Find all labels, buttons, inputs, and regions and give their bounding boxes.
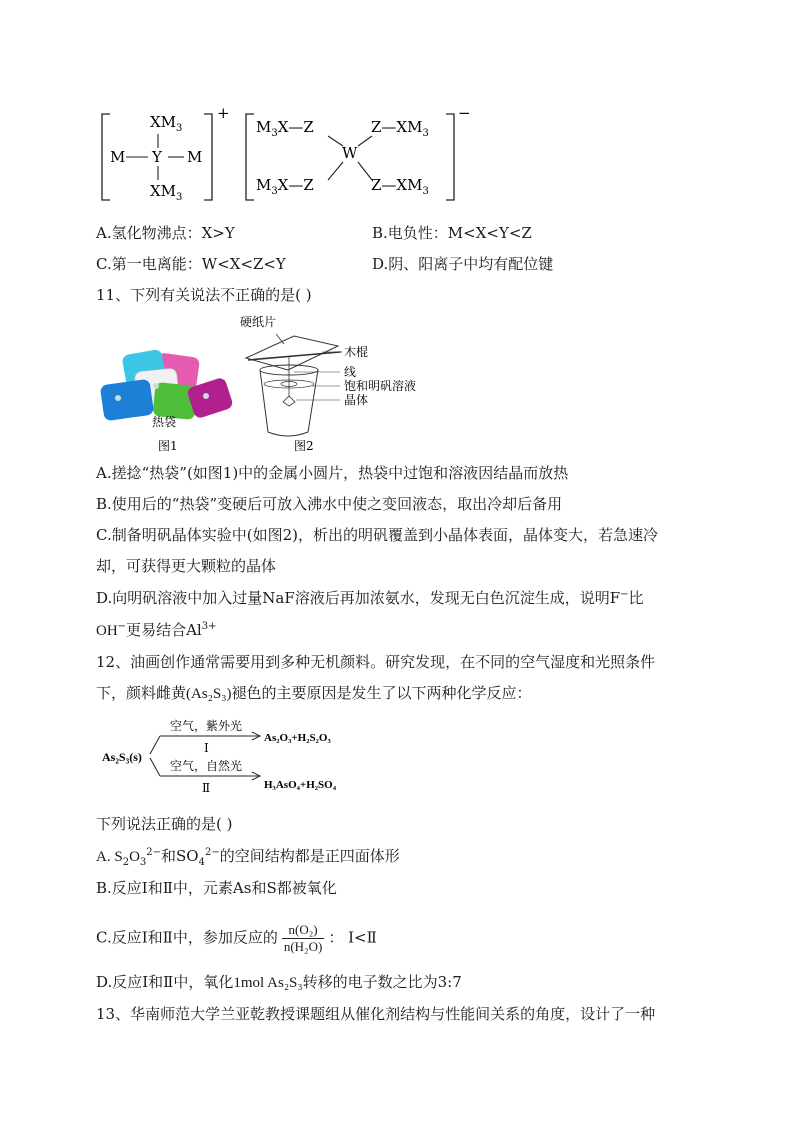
q11-option-a: A.搓捻“热袋”(如图1)中的金属小圆片，热袋中过饱和溶液因结晶而放热 xyxy=(96,464,569,482)
reaction-2-label: Ⅱ xyxy=(202,781,211,795)
svg-text:Z—XM3: $Z—XM_3$ xyxy=(371,118,429,139)
svg-text:XM3: $XM_3$ xyxy=(150,182,183,203)
q12-option-d: D.反应Ⅰ和Ⅱ中，氧化1mol As₂S₃转移的电子数之比为3:7 xyxy=(96,973,462,991)
figure-1-heat-bags xyxy=(96,340,236,455)
svg-text:Z—XM3: $Z—XM_3$ xyxy=(371,176,429,197)
fig1-caption: 图1 xyxy=(158,439,178,453)
svg-text:M: M xyxy=(187,148,203,166)
fig2-stick-label: 木棍 xyxy=(344,345,369,359)
svg-text:W: W xyxy=(342,144,358,162)
reaction-scheme xyxy=(96,714,376,798)
q11-option-d-line2: OH−更易结合$Al^{3+}$ xyxy=(96,621,217,639)
svg-text:M3X—Z: $M_3X—Z$ xyxy=(256,118,314,139)
reactant-formula: As₂S₃(s) xyxy=(102,750,142,764)
svg-text:Y: Y xyxy=(152,148,162,166)
q12-option-b: B.反应Ⅰ和Ⅱ中，元素As和S都被氧化 xyxy=(96,879,337,897)
q10-option-d: D.阴、阳离子中均有配位键 xyxy=(372,255,554,273)
fig2-caption: 图2 xyxy=(294,439,314,453)
q13-stem: 13、华南师范大学兰亚乾教授课题组从催化剂结构与性能间关系的角度，设计了一种 xyxy=(96,1005,656,1023)
q11-option-c-line1: C.制备明矾晶体实验中(如图2)，析出的明矾覆盖到小晶体表面，晶体变大，若急速冷 xyxy=(96,526,658,544)
q12-ask: 下列说法正确的是( ) xyxy=(96,815,233,833)
fig2-crystal-label: 晶体 xyxy=(344,393,369,407)
q12-stem-line2: 下，颜料雌黄(As₂S₃)褪色的主要原因是发生了以下两种化学反应： xyxy=(96,684,532,702)
figure-2-alum-crystal xyxy=(236,312,426,455)
reaction-1-product: As₂O₃+H₂S₂O₃ xyxy=(264,732,331,744)
q12-option-c: C.反应Ⅰ和Ⅱ中，参加反应的 $\frac{\text{n(O₂)}}{\text{n(H₂O)}}$ ： Ⅰ<Ⅱ xyxy=(96,922,377,954)
q10-option-b: B.电负性：M<X<Y<Z xyxy=(372,224,532,242)
fig1-label: 热袋 xyxy=(152,415,177,429)
q10-option-a: A.氢化物沸点：X>Y xyxy=(96,224,235,242)
q10-option-c: C.第一电离能：W<X<Z<Y xyxy=(96,255,286,273)
fig2-solution-label: 饱和明矾溶液 xyxy=(344,379,417,393)
q11-option-b: B.使用后的“热袋”变硬后可放入沸水中使之变回液态，取出冷却后备用 xyxy=(96,495,563,513)
svg-text:M: M xyxy=(110,148,126,166)
svg-text:XM3: $XM_3$ xyxy=(150,113,183,134)
anion-charge: − xyxy=(458,104,471,122)
svg-text:M3X—Z: $M_3X—Z$ xyxy=(256,176,314,197)
fig2-thread-label: 线 xyxy=(344,365,357,379)
ion-structure-diagram xyxy=(96,100,496,210)
q11-option-c-line2: 却，可获得更大颗粒的晶体 xyxy=(96,557,277,575)
q12-option-a: A. $S_2O_3^{2-}$和$SO_4^{2-}$的空间结构都是正四面体形 xyxy=(96,847,400,868)
cation-charge: + xyxy=(217,104,230,122)
reaction-2-condition: 空气，自然光 xyxy=(170,759,243,773)
fraction: $\frac{\text{n(O₂)}}{\text{n(H₂O)}}$ xyxy=(283,922,323,954)
reaction-2-product: H₃AsO₄+H₂SO₄ xyxy=(264,779,337,791)
reaction-1-label: Ⅰ xyxy=(204,741,209,755)
q11-option-d-line1: D.向明矾溶液中加入过量NaF溶液后再加浓氨水，发现无白色沉淀生成，说明F−比 xyxy=(96,589,644,607)
q11-stem: 11、下列有关说法不正确的是( ) xyxy=(96,286,312,304)
q12-stem-line1: 12、油画创作通常需要用到多种无机颜料。研究发现，在不同的空气湿度和光照条件 xyxy=(96,653,656,671)
reaction-1-condition: 空气，紫外光 xyxy=(170,719,243,733)
fig2-top-label: 硬纸片 xyxy=(240,315,277,329)
